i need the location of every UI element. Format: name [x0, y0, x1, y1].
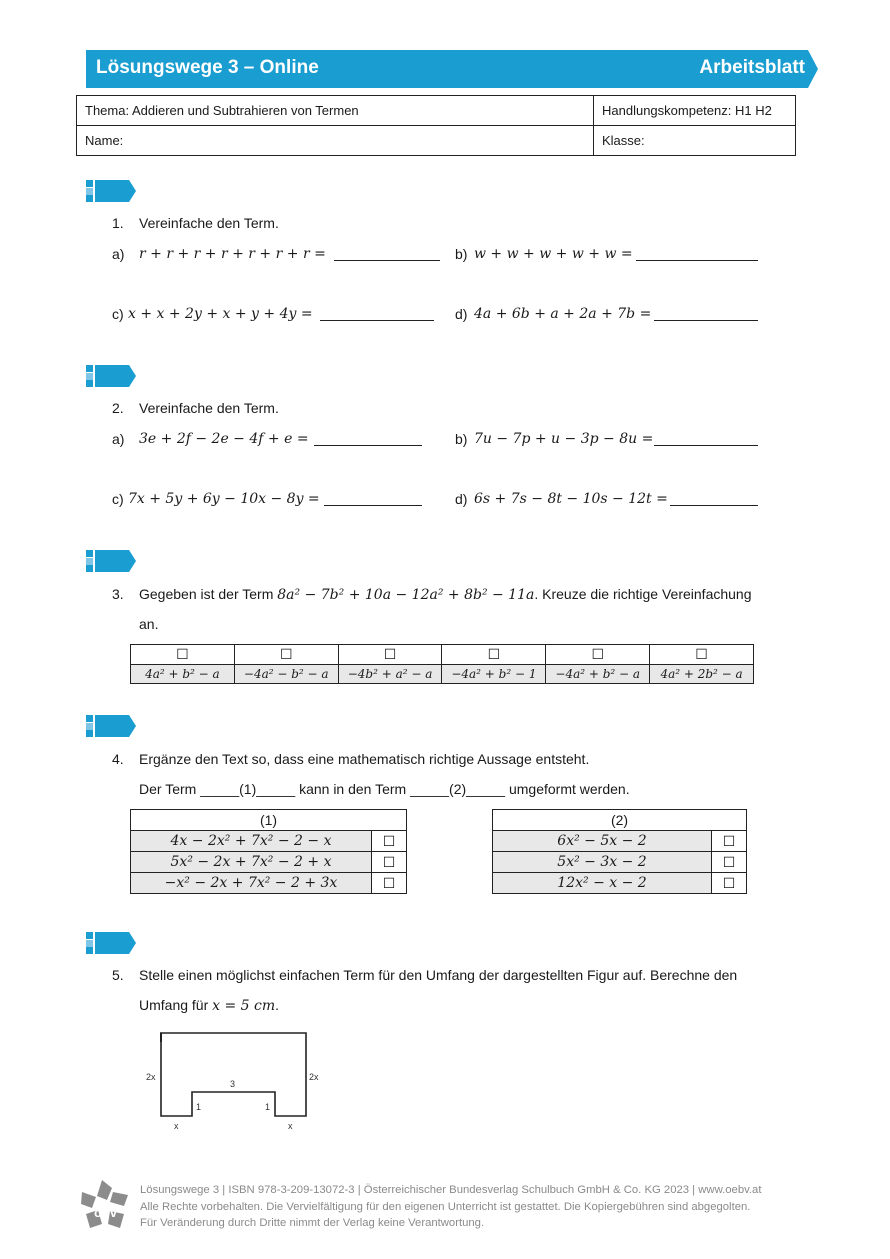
task-2-number: 2.	[112, 400, 124, 416]
task-2d-label: d)	[455, 491, 468, 507]
footer-line-1: Lösungswege 3 | ISBN 978-3-209-13072-3 | Österreichischer Bundesverlag Schulbuch GmbH & Co. KG 2023 | www.oebv.at	[140, 1184, 762, 1196]
topic-cell: Thema: Addieren und Subtrahieren von Termen	[77, 96, 594, 126]
task-2a-label: a)	[112, 431, 125, 447]
task-5-marker	[86, 932, 136, 954]
task-2d-answer-line[interactable]	[670, 491, 758, 506]
class-cell[interactable]: Klasse:	[594, 126, 796, 156]
task-4-table-1	[130, 809, 407, 894]
header-doc-type: Arbeitsblatt	[699, 57, 805, 78]
task-3-checkbox-1[interactable]: ☐	[131, 645, 235, 665]
task-2b-label: b)	[455, 431, 468, 447]
task-3-number: 3.	[112, 586, 124, 602]
label-bottom-left-x: x	[174, 1121, 179, 1131]
task-3-marker	[86, 550, 136, 572]
header-title: Lösungswege 3 – Online	[96, 57, 319, 78]
task-4-table-1-checkbox-2[interactable]: ☐	[372, 852, 407, 873]
task-1-number: 1.	[112, 215, 124, 231]
task-4-table-2-term-2: 5x² − 3x − 2	[493, 852, 712, 873]
footer-line-2: Alle Rechte vorbehalten. Die Vervielfältigung für den eigenen Unterricht ist gestattet. Die Kopiergebühren sind abgegolten.	[140, 1200, 751, 1213]
task-5-line1: Stelle einen möglichst einfachen Term für den Umfang der dargestellten Figur auf. Berechne den	[139, 967, 738, 983]
task-4-table-1-checkbox-3[interactable]: ☐	[372, 873, 407, 894]
task-2b-answer-line[interactable]	[654, 431, 758, 446]
task-2c-label: c)	[112, 491, 124, 507]
task-2d-term: 6s + 7s − 8t − 10s − 12t =	[474, 491, 668, 507]
task-4-gap-2: _____(2)_____	[410, 781, 506, 797]
task-1d-term: 4a + 6b + a + 2a + 7b =	[474, 306, 652, 322]
task-3-text-before: Gegeben ist der Term	[139, 586, 274, 602]
task-1b-term: w + w + w + w + w =	[474, 246, 633, 262]
task-3-checkbox-6[interactable]: ☐	[650, 645, 754, 665]
task-1-instruction: Vereinfache den Term.	[139, 215, 279, 231]
task-5-line2-after: .	[275, 997, 280, 1013]
task-1a-answer-line[interactable]	[334, 246, 440, 261]
task-4-table-1-term-2: 5x² − 2x + 7x² − 2 + x	[131, 852, 372, 873]
figure-outline	[160, 1033, 306, 1116]
task-5-number: 5.	[112, 967, 124, 983]
task-3-question	[139, 586, 752, 603]
task-1d-answer-line[interactable]	[654, 306, 758, 321]
task-3-option-4: −4a² + b² − 1	[442, 665, 546, 684]
task-3-option-6: 4a² + 2b² − a	[650, 665, 754, 684]
task-4-table-2-term-1: 6x² − 5x − 2	[493, 831, 712, 852]
task-4-table-2	[492, 809, 747, 894]
task-2c-term: 7x + 5y + 6y − 10x − 8y =	[128, 491, 320, 507]
task-2a-term: 3e + 2f − 2e − 4f + e =	[139, 431, 309, 447]
task-1c-term: x + x + 2y + x + y + 4y =	[128, 306, 313, 322]
task-4-table-2-checkbox-3[interactable]: ☐	[712, 873, 747, 894]
label-left-2x: 2x	[146, 1072, 156, 1082]
oebv-logo	[80, 1178, 132, 1232]
task-4-table-1-term-1: 4x − 2x² + 7x² − 2 − x	[131, 831, 372, 852]
task-1b-answer-line[interactable]	[636, 246, 758, 261]
task-1a-label: a)	[112, 246, 125, 262]
task-4-sentence-part-3: umgeformt werden.	[508, 781, 630, 797]
task-3-term: 8a² − 7b² + 10a − 12a² + 8b² − 11a	[277, 587, 535, 603]
task-3-checkbox-3[interactable]: ☐	[338, 645, 442, 665]
task-4-sentence-part-2: kann in den Term	[299, 781, 407, 797]
task-5-line2	[139, 997, 279, 1014]
task-3-option-1: 4a² + b² − a	[131, 665, 235, 684]
task-4-table-1-term-3: −x² − 2x + 7x² − 2 + 3x	[131, 873, 372, 894]
task-5-figure	[140, 1028, 340, 1138]
task-1c-answer-line[interactable]	[320, 306, 434, 321]
label-inner-left-1: 1	[196, 1102, 202, 1112]
task-2c-answer-line[interactable]	[324, 491, 422, 506]
task-2b-term: 7u − 7p + u − 3p − 8u =	[474, 431, 654, 447]
task-3-option-3: −4b² + a² − a	[338, 665, 442, 684]
task-3-text-after: . Kreuze die richtige Vereinfachung	[534, 586, 752, 602]
task-4-sentence-part-1: Der Term	[139, 781, 197, 797]
task-4-sentence	[139, 781, 630, 797]
logo-text: öbv	[94, 1205, 118, 1220]
footer-text	[140, 1182, 761, 1232]
task-4-table-2-term-3: 12x² − x − 2	[493, 873, 712, 894]
task-3-checkbox-4[interactable]: ☐	[442, 645, 546, 665]
task-4-table-2-checkbox-2[interactable]: ☐	[712, 852, 747, 873]
task-3-text-line2: an.	[139, 616, 159, 632]
task-4-table-2-checkbox-1[interactable]: ☐	[712, 831, 747, 852]
task-3-choice-table	[130, 644, 754, 684]
task-5-line2-before: Umfang für	[139, 997, 209, 1013]
info-table	[76, 95, 796, 156]
task-4-gap-1: _____(1)_____	[200, 781, 296, 797]
competence-cell: Handlungskompetenz: H1 H2	[594, 96, 796, 126]
task-3-option-5: −4a² + b² − a	[546, 665, 650, 684]
task-4-table-1-header: (1)	[131, 810, 407, 831]
task-1-marker	[86, 180, 136, 202]
header-bar-tip	[808, 50, 818, 88]
task-3-option-2: −4a² − b² − a	[234, 665, 338, 684]
task-2-marker	[86, 365, 136, 387]
name-cell[interactable]: Name:	[77, 126, 594, 156]
task-4-table-1-checkbox-1[interactable]: ☐	[372, 831, 407, 852]
task-2-instruction: Vereinfache den Term.	[139, 400, 279, 416]
task-1d-label: d)	[455, 306, 468, 322]
task-5-math: x = 5 cm	[212, 998, 276, 1014]
task-1a-term: r + r + r + r + r + r + r =	[139, 246, 326, 262]
task-3-checkbox-2[interactable]: ☐	[234, 645, 338, 665]
label-top-inner-3: 3	[230, 1079, 236, 1089]
task-4-marker	[86, 715, 136, 737]
task-2a-answer-line[interactable]	[314, 431, 422, 446]
task-1b-label: b)	[455, 246, 468, 262]
task-3-checkbox-5[interactable]: ☐	[546, 645, 650, 665]
label-right-2x: 2x	[309, 1072, 319, 1082]
label-bottom-right-x: x	[288, 1121, 293, 1131]
task-4-number: 4.	[112, 751, 124, 767]
task-1c-label: c)	[112, 306, 124, 322]
label-inner-right-1: 1	[265, 1102, 271, 1112]
footer-line-3: Für Veränderung durch Dritte nimmt der Verlag keine Verantwortung.	[140, 1217, 485, 1229]
task-4-table-2-header: (2)	[493, 810, 747, 831]
task-4-instruction: Ergänze den Text so, dass eine mathematisch richtige Aussage entsteht.	[139, 751, 590, 767]
